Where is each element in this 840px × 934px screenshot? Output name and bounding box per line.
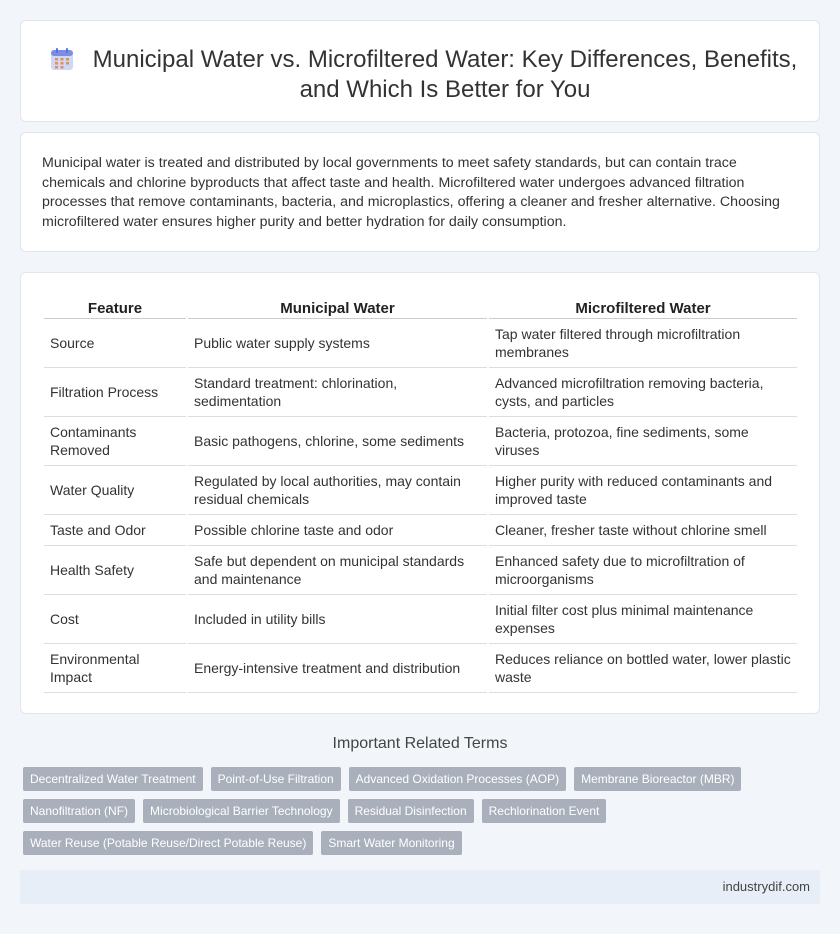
table-cell: Included in utility bills [188,595,487,644]
table-cell: Taste and Odor [44,515,186,546]
table-cell: Cleaner, fresher taste without chlorine smell [489,515,797,546]
table-row [44,368,797,417]
tag-point-of-use-filtration[interactable]: Point-of-Use Filtration [211,767,341,791]
table-row [44,319,797,368]
footer [20,870,820,904]
table-cell: Advanced microfiltration removing bacteria, cysts, and particles [489,368,797,417]
table-cell: Contaminants Removed [44,417,186,466]
table-cell: Regulated by local authorities, may contain residual chemicals [188,466,487,515]
intro-card [20,132,820,252]
table-cell: Higher purity with reduced contaminants and improved taste [489,466,797,515]
header-feature: Feature [44,295,186,319]
intro-paragraph: Municipal water is treated and distributed by local governments to meet safety standards, but can contain trace chemicals and chlorine byproducts that affect taste and health. Microfiltered water undergoes advanced filtration processes that remove contaminants, bacteria, and microplastics, offering a cleaner and fresher alternative. Choosing microfiltered water ensures higher purity and better hydration for daily consumption. [42,155,780,230]
table-cell: Environmental Impact [44,644,186,693]
table-cell: Public water supply systems [188,319,487,368]
tag-water-reuse[interactable]: Water Reuse (Potable Reuse/Direct Potable Reuse) [23,831,313,855]
tag-advanced-oxidation-processes[interactable]: Advanced Oxidation Processes (AOP) [349,767,566,791]
related-terms-tags [23,767,823,863]
table-cell: Source [44,319,186,368]
table-cell: Energy-intensive treatment and distribution [188,644,487,693]
related-terms-heading: Important Related Terms [332,735,508,752]
table-cell: Bacteria, protozoa, fine sediments, some viruses [489,417,797,466]
tag-membrane-bioreactor[interactable]: Membrane Bioreactor (MBR) [574,767,741,791]
tag-smart-water-monitoring[interactable]: Smart Water Monitoring [321,831,461,855]
table-cell: Tap water filtered through microfiltration membranes [489,319,797,368]
table-cell: Safe but dependent on municipal standards and maintenance [188,546,487,595]
tag-microbiological-barrier-technology[interactable]: Microbiological Barrier Technology [143,799,340,823]
table-row [44,644,797,693]
table-cell: Health Safety [44,546,186,595]
table-row [44,417,797,466]
table-cell: Basic pathogens, chlorine, some sediments [188,417,487,466]
table-header-row [44,295,797,319]
header-municipal: Municipal Water [188,295,487,319]
table-row [44,595,797,644]
tag-rechlorination-event[interactable]: Rechlorination Event [482,799,607,823]
comparison-table-card [20,272,820,714]
comparison-table [42,295,799,693]
table-cell: Reduces reliance on bottled water, lower plastic waste [489,644,797,693]
table-cell: Possible chlorine taste and odor [188,515,487,546]
table-cell: Cost [44,595,186,644]
table-row [44,466,797,515]
table-cell: Filtration Process [44,368,186,417]
tag-residual-disinfection[interactable]: Residual Disinfection [348,799,474,823]
table-row [44,515,797,546]
table-cell: Enhanced safety due to microfiltration of microorganisms [489,546,797,595]
footer-site-link[interactable]: industrydif.com [722,879,810,894]
table-cell: Initial filter cost plus minimal maintenance expenses [489,595,797,644]
page-title: Municipal Water vs. Microfiltered Water: Key Differences, Benefits, and Which Is Better for You [92,46,798,103]
tag-decentralized-water-treatment[interactable]: Decentralized Water Treatment [23,767,203,791]
header-microfiltered: Microfiltered Water [489,295,797,319]
table-cell: Water Quality [44,466,186,515]
calendar-icon [50,47,74,71]
tag-nanofiltration[interactable]: Nanofiltration (NF) [23,799,135,823]
table-cell: Standard treatment: chlorination, sedimentation [188,368,487,417]
table-row [44,546,797,595]
title-card [20,20,820,122]
